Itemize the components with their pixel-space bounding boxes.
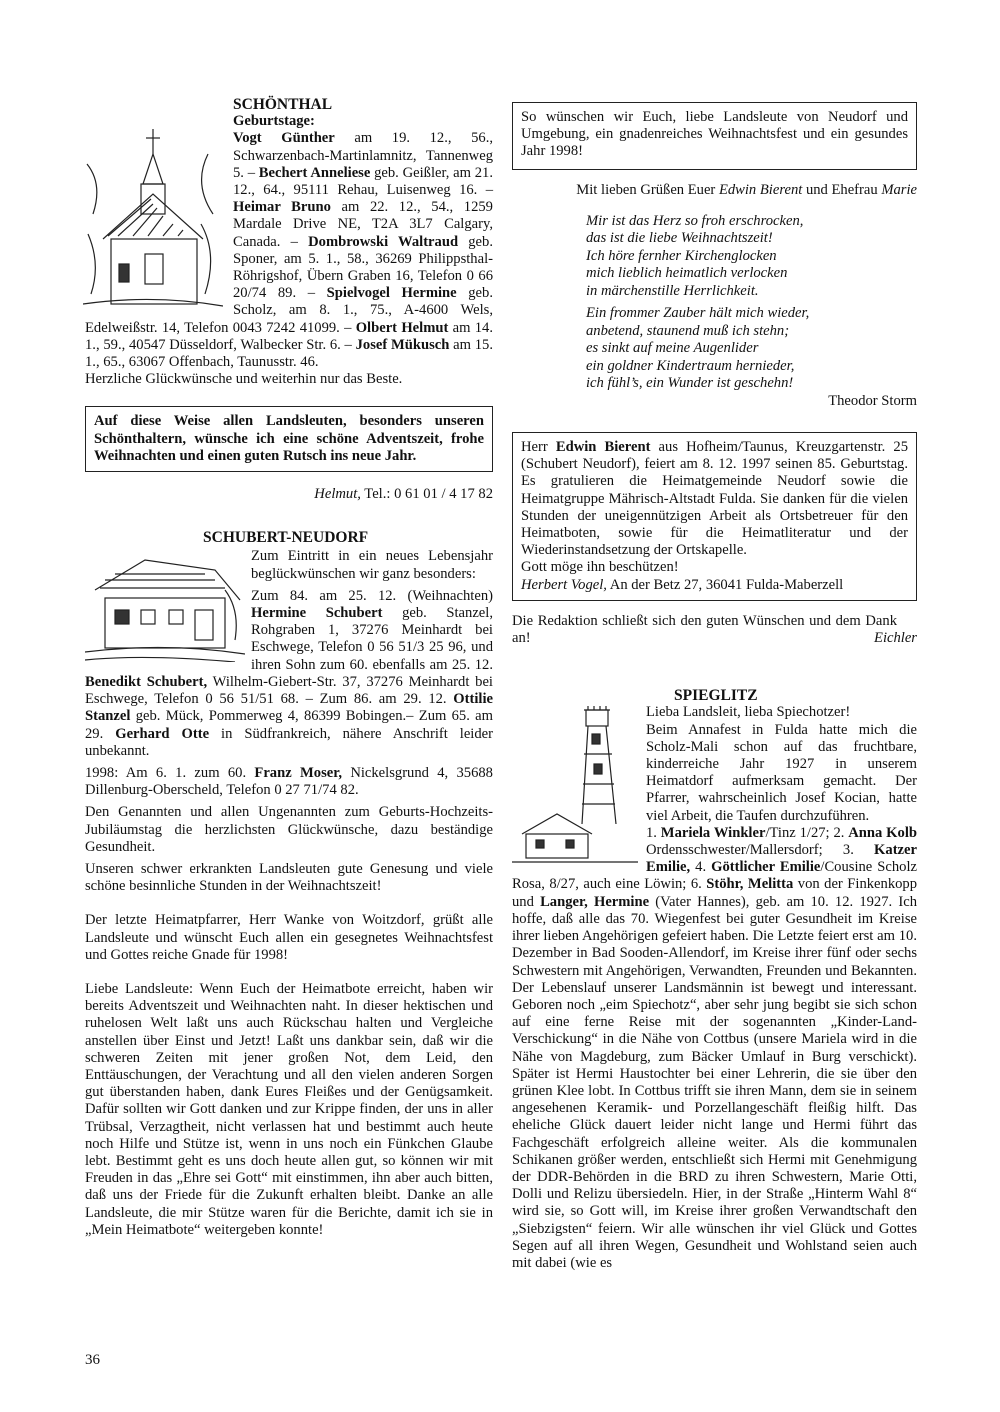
bierent-signature	[521, 577, 908, 594]
bold-name: Stöhr, Melitta	[706, 876, 794, 893]
text-run: /Tinz 1/27; 2.	[765, 824, 849, 841]
text-run: 4.	[690, 859, 712, 876]
spieglitz-section	[512, 687, 917, 1272]
text-run: 1.	[646, 824, 661, 841]
chapel-illustration	[83, 124, 223, 314]
signature-name: Helmut,	[314, 486, 361, 503]
bierent-box	[512, 432, 917, 601]
schoenthal-heading: SCHÖNTHAL	[233, 96, 333, 113]
schubert-pfarrer-greeting: Der letzte Heimatpfarrer, Herr Wanke von Woitzdorf, grüßt alle Landsleute und wünscht Euch allen ein gesegnetes Weihnachtsfest und Gottes reiche Gnade für 1998!	[85, 912, 493, 963]
bold-name: Olbert Helmut	[355, 319, 449, 336]
bierent-sig-name: Herbert Vogel,	[521, 576, 607, 593]
text-run: geb. Geißler, am 21. 12., 64., 95111 Rehau, Luisenweg 16. –	[233, 164, 493, 199]
bold-name: Spielvogel Hermine	[326, 285, 457, 302]
text-run: aus Hofheim/Taunus, Kreuzgartenstr. 25 (Schubert Neudorf), feiert am 8. 12. 1997 seinen 85. Geburtstag. Es gratulieren die Heimatgemeinde Neudorf sowie die Heimatgruppe Mährisch-Altstadt Fulda. Sie danken für die vielen Stunden der uneigennützigen Arbeit als Ortsbetreuer für den Heimatboten, sowie für die Heimatliteratur und der Wiederinstandsetzung der Ortskapelle.	[521, 439, 908, 559]
neudorf-wishes-text: So wünschen wir Euch, liebe Landsleute von Neudorf und Umgebung, ein gnadenreiches Weihnachtsfest und ein gesundes Jahr 1998!	[521, 109, 908, 160]
schoenthal-section	[85, 96, 493, 388]
poem-author: Theodor Storm	[828, 392, 917, 409]
bold-name: Vogt Günther	[233, 130, 335, 147]
bold-name: Franz Moser,	[254, 764, 343, 781]
bold-name: Edwin Bierent	[555, 439, 651, 456]
poem-line: Ich höre fernher Kirchenglocken	[586, 247, 777, 264]
text-run: geb. Sponer, am 5. 1., 58., 36269 Philippsthal-Röhrigshof, Übern Graben 16, Telefon 0 66 20/74 89. –	[233, 233, 493, 302]
greeting-line	[512, 182, 917, 199]
editorial-note	[512, 613, 917, 647]
schubert-1998	[85, 765, 493, 799]
text-run: Wilhelm-Giebert-Str. 37, 37276 Meinhardt bei Eschwege, Telefon 0 56 51/51 68. – Zum 86. am 29. 12.	[85, 673, 493, 708]
bold-name: Bechert Anneliese	[258, 164, 371, 181]
right-column	[512, 102, 917, 1272]
text-run: Herr	[521, 439, 556, 456]
spieglitz-heading: SPIEGLITZ	[674, 687, 758, 705]
poem-line: das ist die liebe Weihnachtszeit!	[586, 230, 773, 247]
text-run: Zum 84. am 25. 12. (Weihnachten)	[251, 587, 493, 604]
text-run: Beim Annafest in Fulda hatte mich die Scholz-Mali schon auf das fruchtbare, kinderreiche Jahr 1927 in unserem Heimatdorf aufmerksam gemacht. Der Pfarrer, wahrscheinlich Josef Kocian, hatte viel Arbeit, die Taufen durchzuführen.	[646, 721, 917, 824]
text-run: am 19. 12., 56., Schwarzenbach-Martinlamnitz, Tannenweg 5. –	[233, 130, 493, 181]
bierent-sig-addr: An der Betz 27, 36041 Fulda-Maberzell	[606, 576, 844, 593]
bold-name: Heimar Bruno	[233, 199, 331, 216]
bold-name: Hermine Schubert	[251, 605, 383, 622]
bold-name: Anna Kolb	[848, 824, 917, 841]
editorial-signature: Eichler	[874, 630, 917, 647]
greeting-name: Edwin Bierent	[718, 181, 803, 198]
greeting-pre: Mit lieben Grüßen Euer	[576, 181, 719, 198]
poem-stanza-1	[586, 213, 917, 301]
poem-line: ein goldner Kindertraum hernieder,	[586, 357, 795, 374]
text-run: am 15. 1., 65., 63067 Offenbach, Taunusstr. 46.	[85, 336, 493, 371]
editorial-text: Die Redaktion schließt sich den guten Wünschen und dem Dank an!	[512, 612, 897, 647]
text-run: /Cousine Scholz Rosa, 8/27, auch eine Löwin; 6.	[512, 859, 917, 893]
farmhouse-illustration	[85, 550, 245, 662]
schoenthal-greeting-box	[85, 406, 493, 472]
poem-line: Mir ist das Herz so froh erschrocken,	[586, 212, 804, 229]
schoenthal-subheading: Geburtstage:	[233, 113, 315, 130]
text-run: (Vater Hannes), geb. am 10. 12. 1927. Ich hoffe, daß alle das 70. Wiegenfest bei guter Gesundheit im Kreise ihrer lieben Angehörigen gefeiert haben. Die Letzte feiert erst am 10. Dezember in Bad Sooden-Allendorf, im Kreise ihrer fünf oder sechs Schwestern mit Angehörigen, Verwandten, Freunden und Bekannten. Der Lebenslauf unserer Landsmännin ist bewegt und interessant. Geboren noch „eim Spiechotz“, aber sehr jung begibt sie sich schon auf eine ferne Reise mit der sogenannten „Kinder-Land-Verschickung“ in die Nähe von Cottbus (unsere Mariela wird in die Nähe von Magdeburg, zum Bäcker Umlauf in Burg verschickt). Später ist Hermi Haustochter bei einer Lehrerin, die sie über den grünen Klee lobt. In Cottbus trifft sie ihren Mann, dem sie in seinem angesehenen Keramik- und Porzellangeschäft fleißig hilft. Das eheliche Glück dauert leider nicht lange und Hermi führt das Fachgeschäft erfolgreich alleine weiter. Als die kommunalen Schikanen größer werden, entschließt sich Hermi mit Genehmigung der DDR-Behörden in die BRD zu ihren Schwestern, Marie Otti, Dolli und Relizu übersiedeln. Hier, in der Straße „Hinterm Wahl 8“ wird sie, so Gott will, im Kreise ihrer großen Verwandtschaft den „Siebzigsten“ feiern. Wir alle wünschen ihr viel Glück und Gottes Segen auf all ihren Wegen, Gesundheit und Wohlstand seien auch mit dabei (wie es	[512, 893, 917, 1271]
bold-name: Ottilie Stanzel	[85, 691, 493, 725]
text-run: am 22. 12., 54., 1259 Mardale Drive NE, T2A 3L7 Calgary, Canada. –	[233, 199, 493, 250]
text-run: in Südfrankreich, nähere Anschrift leider unbekannt.	[85, 725, 493, 759]
text-run: geb. Mück, Pommerweg 4, 86399 Bobingen.– Zum 65. am 29.	[85, 708, 493, 742]
bierent-protect: Gott möge ihn beschützen!	[521, 559, 679, 576]
text-run: von der Finkenkopp und	[512, 876, 918, 910]
greeting-wife: Marie	[881, 181, 917, 198]
greeting-mid: und Ehefrau	[802, 181, 882, 198]
poem-line: in märchenstille Herrlichkeit.	[586, 282, 759, 299]
left-column	[85, 96, 493, 1239]
page-number: 36	[85, 1352, 100, 1368]
schubert-sick-wishes: Unseren schwer erkrankten Landsleuten gute Genesung und viele schöne besinnliche Stunden in der Weihnachtszeit!	[85, 860, 493, 895]
text-run: Ordensschwester/Mallersdorf; 3.	[646, 842, 875, 859]
text-run: geb. Stanzel, Rohgraben 1, 37276 Meinhardt bei Eschwege, Telefon 0 56 51/3 25 96, und ihren Sohn zum 60. ebenfalls am 25. 12.	[251, 605, 493, 673]
poem-line: mich lieblich heimatlich verlocken	[586, 265, 788, 282]
bold-name: Katzer Emilie,	[646, 842, 917, 876]
schubert-named-wishes: Den Genannten und allen Ungenannten zum Geburts-Hochzeits-Jubiläumstag die herzlichsten Glückwünsche, dazu beständige Gesundheit.	[85, 804, 493, 855]
bold-name: Josef Mükusch	[355, 336, 450, 353]
schubert-section	[85, 529, 493, 1239]
bold-name: Dombrowski Waltraud	[308, 233, 459, 250]
signature-tel: Tel.: 0 61 01 / 4 17 82	[360, 486, 493, 503]
bold-name: Göttlicher Emilie	[711, 859, 821, 876]
poem-line: Ein frommer Zauber hält mich wieder,	[586, 305, 810, 322]
schoenthal-greeting-text: Auf diese Weise allen Landsleuten, besonders unseren Schönthaltern, wünsche ich eine schöne Adventszeit, frohe Weihnachten und einen guten Rutsch ins neue Jahr.	[94, 413, 484, 464]
poem-stanza-2	[586, 305, 917, 393]
text-run: am 14. 1., 59., 40547 Düsseldorf, Walbecker Str. 6. –	[85, 319, 493, 353]
text-run: Lieba Landsleit, lieba Spiechotzer!	[646, 704, 851, 721]
bold-name: Gerhard Otte	[115, 725, 210, 742]
tower-illustration	[512, 704, 638, 866]
bold-name: Langer, Hermine	[540, 893, 650, 910]
text-run: 1998: Am 6. 1. zum 60.	[85, 764, 255, 781]
schubert-intro: Zum Eintritt in ein neues Lebensjahr beglückwünschen wir ganz besonders:	[251, 548, 493, 582]
schubert-letter: Liebe Landsleute: Wenn Euch der Heimatbote erreicht, haben wir bereits Adventszeit und Weihnachten naht. In dieser hektischen und ruhelosen Welt laßt uns auch Rückschau halten und Vergleiche anstellen über Einst und Jetzt! Laßt uns dankbar sein, daß wir die schweren Zeiten mit jener großen Not, dem Leid, den Enttäuschungen, der Verachtung und all den vielen anderen Sorgen gut überstanden haben, dank Eures Fleißes und der Genügsamkeit. Dafür sollten wir Gott danken und zur Krippe finden, der uns in aller Trübsal, Verzagtheit, nicht verlassen hat und bestimmt auch heute noch Hilfe und Stütze ist, wenn in uns noch ein Fünkchen Glaube lebt. Bestimmt geht es uns doch heute allen gut, so können wir mit Freuden in das „Ehre sei Gott“ mit einstimmen, ihn aber auch bitten, daß uns der Friede für die Zukunft erhalten bleibt. Danke an alle Landsleute, die mir Stütze waren für die Berichte, damit ich sie in „Mein Heimatbote“ weitergeben konnte!	[85, 980, 493, 1238]
text-run: geb. Scholz, am 8. 1., 75., A-4600 Wels, Edelweißstr. 14, Telefon 0043 7242 41099. –	[85, 285, 493, 336]
bold-name: Mariela Winkler	[660, 824, 766, 841]
neudorf-wishes-box	[512, 102, 917, 170]
bierent-text	[521, 439, 908, 559]
schoenthal-signature	[85, 486, 493, 503]
poem	[512, 213, 917, 393]
schoenthal-closing: Herzliche Glückwünsche und weiterhin nur das Beste.	[85, 371, 403, 388]
text-run: Nickelsgrund 4, 35688 Dillenburg-Oberscheld, Telefon 0 27 71/74 82.	[85, 764, 493, 799]
poem-line: es sinkt auf meine Augenlider	[586, 340, 759, 357]
poem-line: ich fühl’s, ein Wunder ist geschehn!	[586, 375, 794, 392]
schubert-heading: SCHUBERT-NEUDORF	[203, 529, 369, 547]
bold-name: Benedikt Schubert,	[85, 673, 208, 690]
poem-line: anbetend, staunend muß ich stehn;	[586, 322, 790, 339]
